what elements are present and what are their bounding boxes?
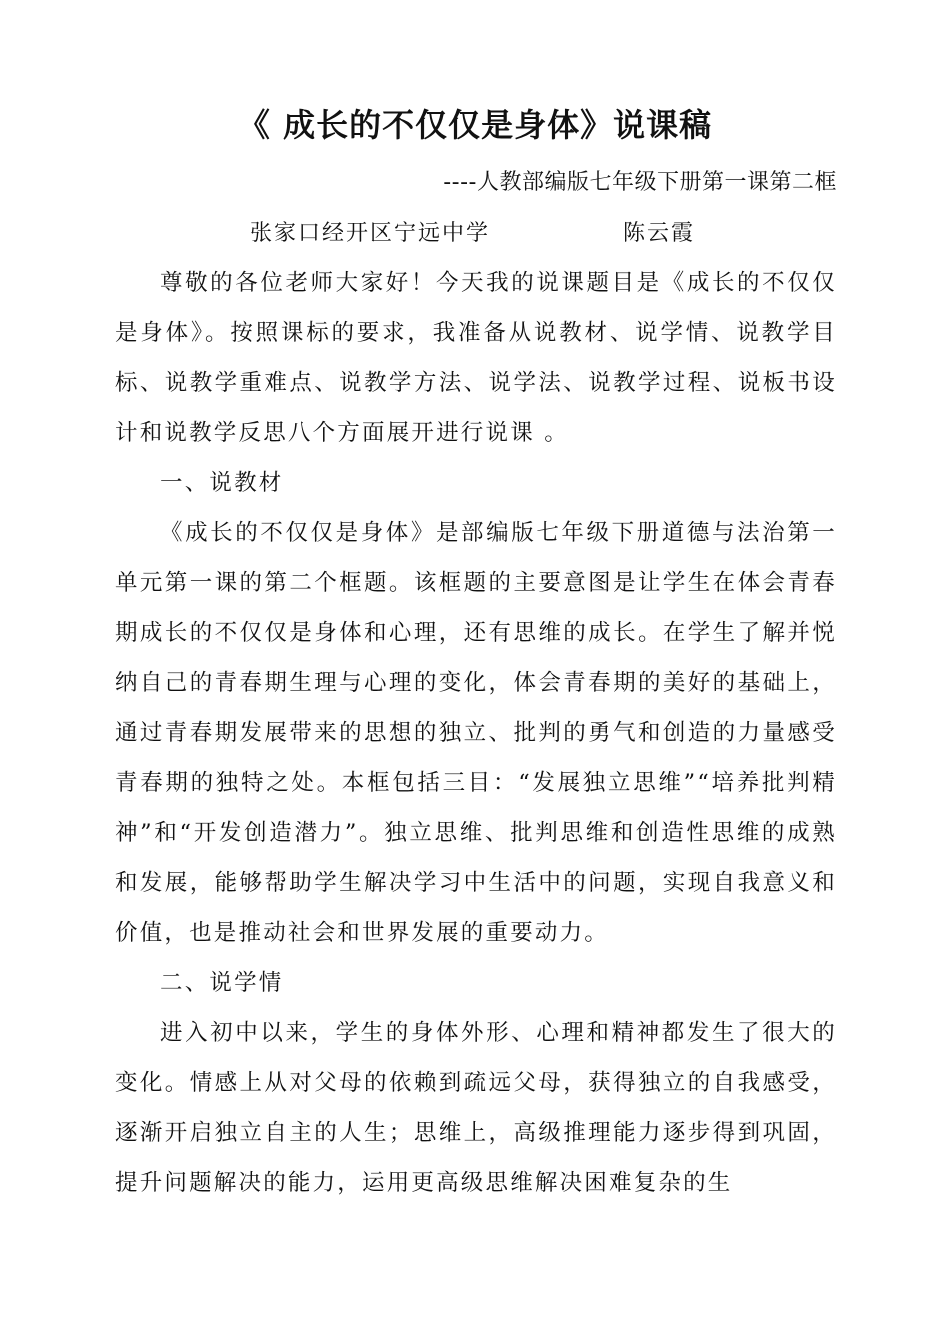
intro-paragraph: 尊敬的各位老师大家好！今天我的说课题目是《成长的不仅仅是身体》。按照课标的要求，我准备从说教材、说学情、说教学目标、说教学重难点、说教学方法、说学法、说教学过程、说板书设计和说教学反思八个方面展开进行说课 。 (115, 270, 837, 446)
textbook-paragraph: 《成长的不仅仅是身体》是部编版七年级下册道德与法治第一单元第一课的第二个框题。该框题的主要意图是让学生在体会青春期成长的不仅仅是身体和心理，还有思维的成长。在学生了解并悦纳自己的青春期生理与心理的变化，体会青春期的美好的基础上，通过青春期发展带来的思想的独立、批判的勇气和创造的力量感受青春期的独特之处。本框包括三目：“发展独立思维”“培养批判精神”和“开发创造潜力”。独立思维、批判思维和创造性思维的成熟和发展，能够帮助学生解决学习中生活中的问题，实现自我意义和价值，也是推动社会和世界发展的重要动力。 (115, 520, 837, 946)
section-heading-students: 二、说学情 (160, 970, 284, 996)
author-line (250, 212, 695, 256)
students-paragraph: 进入初中以来，学生的身体外形、心理和精神都发生了很大的变化。情感上从对父母的依赖到疏远父母，获得独立的自我感受，逐渐开启独立自主的人生；思维上，高级推理能力逐步得到巩固，提升问题解决的能力，运用更高级思维解决困难复杂的生 (115, 1020, 837, 1196)
school-name: 张家口经开区宁远中学 (250, 221, 491, 246)
document-title: 《 成长的不仅仅是身体》说课稿 (237, 106, 713, 144)
section-heading-textbook: 一、说教材 (160, 470, 284, 496)
document-subtitle: ----人教部编版七年级下册第一课第二框 (443, 170, 837, 195)
author-name: 陈云霞 (623, 221, 696, 246)
document-body (115, 258, 837, 1208)
